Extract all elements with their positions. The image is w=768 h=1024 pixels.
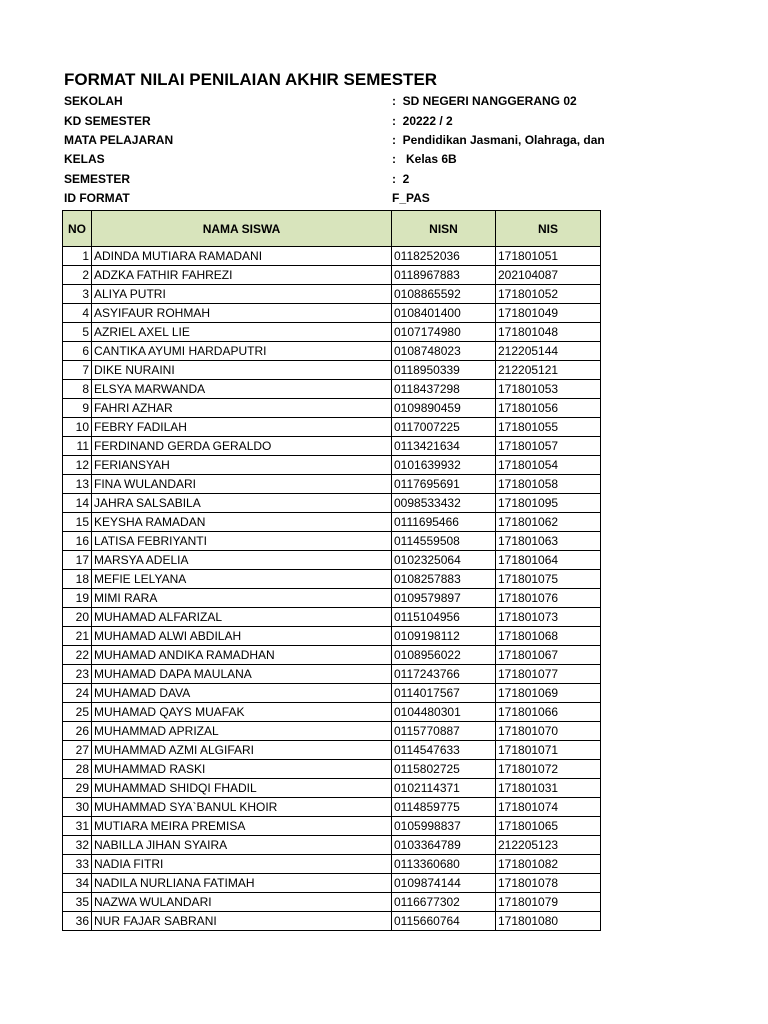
table-row xyxy=(63,627,601,646)
student-nisn: 0109890459 xyxy=(392,399,496,418)
student-nis: 171801048 xyxy=(496,323,601,342)
row-number: 29 xyxy=(63,779,92,798)
meta-value: : 20222 / 2 xyxy=(392,114,453,128)
meta-label: KD SEMESTER xyxy=(64,114,151,128)
student-nis: 212205121 xyxy=(496,361,601,380)
row-number: 28 xyxy=(63,760,92,779)
student-nis: 171801078 xyxy=(496,874,601,893)
student-table xyxy=(62,210,601,931)
student-nisn: 0098533432 xyxy=(392,494,496,513)
student-nis: 212205144 xyxy=(496,342,601,361)
student-nisn: 0116677302 xyxy=(392,893,496,912)
student-nis: 171801054 xyxy=(496,456,601,475)
student-nisn: 0118437298 xyxy=(392,380,496,399)
student-name: NAZWA WULANDARI xyxy=(92,893,392,912)
student-nisn: 0111695466 xyxy=(392,513,496,532)
row-number: 35 xyxy=(63,893,92,912)
student-nis: 171801063 xyxy=(496,532,601,551)
meta-value: : Kelas 6B xyxy=(392,152,457,166)
student-nis: 171801055 xyxy=(496,418,601,437)
student-nisn: 0114547633 xyxy=(392,741,496,760)
student-name: ALIYA PUTRI xyxy=(92,285,392,304)
meta-row-format-id xyxy=(0,189,768,208)
student-name: NABILLA JIHAN SYAIRA xyxy=(92,836,392,855)
student-name: MUTIARA MEIRA PREMISA xyxy=(92,817,392,836)
table-row xyxy=(63,342,601,361)
table-row xyxy=(63,475,601,494)
student-nisn: 0113360680 xyxy=(392,855,496,874)
student-nisn: 0108865592 xyxy=(392,285,496,304)
student-nisn: 0118967883 xyxy=(392,266,496,285)
student-nis: 171801080 xyxy=(496,912,601,931)
student-name: MUHAMAD ALFARIZAL xyxy=(92,608,392,627)
student-nisn: 0117243766 xyxy=(392,665,496,684)
student-name: ASYIFAUR ROHMAH xyxy=(92,304,392,323)
student-name: NUR FAJAR SABRANI xyxy=(92,912,392,931)
student-name: MIMI RARA xyxy=(92,589,392,608)
table-row xyxy=(63,893,601,912)
student-name: MUHAMAD QAYS MUAFAK xyxy=(92,703,392,722)
table-row xyxy=(63,684,601,703)
student-nisn: 0115104956 xyxy=(392,608,496,627)
student-nis: 171801068 xyxy=(496,627,601,646)
student-nis: 171801082 xyxy=(496,855,601,874)
student-nisn: 0105998837 xyxy=(392,817,496,836)
student-name: FERDINAND GERDA GERALDO xyxy=(92,437,392,456)
student-nisn: 0114559508 xyxy=(392,532,496,551)
table-row xyxy=(63,779,601,798)
student-nisn: 0108401400 xyxy=(392,304,496,323)
student-nisn: 0108956022 xyxy=(392,646,496,665)
student-nis: 171801056 xyxy=(496,399,601,418)
student-nis: 171801074 xyxy=(496,798,601,817)
table-row xyxy=(63,912,601,931)
student-name: FERIANSYAH xyxy=(92,456,392,475)
student-nisn: 0113421634 xyxy=(392,437,496,456)
student-nis: 171801051 xyxy=(496,247,601,266)
table-body xyxy=(63,247,601,931)
table-row xyxy=(63,285,601,304)
meta-row-kd-semester xyxy=(0,112,768,131)
row-number: 30 xyxy=(63,798,92,817)
row-number: 21 xyxy=(63,627,92,646)
student-nisn: 0109874144 xyxy=(392,874,496,893)
student-name: FEBRY FADILAH xyxy=(92,418,392,437)
student-name: MARSYA ADELIA xyxy=(92,551,392,570)
row-number: 24 xyxy=(63,684,92,703)
meta-value: : SD NEGERI NANGGERANG 02 xyxy=(392,94,577,108)
student-nis: 171801049 xyxy=(496,304,601,323)
table-row xyxy=(63,798,601,817)
student-nisn: 0109198112 xyxy=(392,627,496,646)
meta-value: : 2 xyxy=(392,172,410,186)
row-number: 4 xyxy=(63,304,92,323)
student-nis: 171801069 xyxy=(496,684,601,703)
student-nis: 171801075 xyxy=(496,570,601,589)
row-number: 15 xyxy=(63,513,92,532)
column-header-nis: NIS xyxy=(496,211,601,247)
meta-value: : Pendidikan Jasmani, Olahraga, dan xyxy=(392,133,605,147)
student-nisn: 0118252036 xyxy=(392,247,496,266)
meta-label: ID FORMAT xyxy=(64,191,130,205)
row-number: 18 xyxy=(63,570,92,589)
row-number: 6 xyxy=(63,342,92,361)
row-number: 11 xyxy=(63,437,92,456)
student-nisn: 0102325064 xyxy=(392,551,496,570)
row-number: 25 xyxy=(63,703,92,722)
student-nisn: 0115770887 xyxy=(392,722,496,741)
student-nisn: 0108257883 xyxy=(392,570,496,589)
row-number: 17 xyxy=(63,551,92,570)
row-number: 19 xyxy=(63,589,92,608)
student-nis: 171801072 xyxy=(496,760,601,779)
table-row xyxy=(63,361,601,380)
student-name: ELSYA MARWANDA xyxy=(92,380,392,399)
row-number: 16 xyxy=(63,532,92,551)
table-row xyxy=(63,380,601,399)
table-row xyxy=(63,456,601,475)
row-number: 10 xyxy=(63,418,92,437)
student-nisn: 0114017567 xyxy=(392,684,496,703)
student-nisn: 0107174980 xyxy=(392,323,496,342)
student-nisn: 0103364789 xyxy=(392,836,496,855)
student-nis: 171801057 xyxy=(496,437,601,456)
student-name: CANTIKA AYUMI HARDAPUTRI xyxy=(92,342,392,361)
student-nisn: 0117695691 xyxy=(392,475,496,494)
student-nis: 171801070 xyxy=(496,722,601,741)
student-name: MUHAMMAD SHIDQI FHADIL xyxy=(92,779,392,798)
row-number: 5 xyxy=(63,323,92,342)
table-row xyxy=(63,760,601,779)
table-row xyxy=(63,874,601,893)
table-row xyxy=(63,665,601,684)
meta-row-school xyxy=(0,92,768,111)
table-row xyxy=(63,589,601,608)
row-number: 7 xyxy=(63,361,92,380)
student-name: MUHAMMAD RASKI xyxy=(92,760,392,779)
student-name: ADZKA FATHIR FAHREZI xyxy=(92,266,392,285)
student-nis: 171801067 xyxy=(496,646,601,665)
student-nis: 171801073 xyxy=(496,608,601,627)
student-name: NADIA FITRI xyxy=(92,855,392,874)
student-nis: 171801066 xyxy=(496,703,601,722)
row-number: 34 xyxy=(63,874,92,893)
student-name: JAHRA SALSABILA xyxy=(92,494,392,513)
row-number: 8 xyxy=(63,380,92,399)
student-name: FAHRI AZHAR xyxy=(92,399,392,418)
table-row xyxy=(63,836,601,855)
table-row xyxy=(63,247,601,266)
row-number: 33 xyxy=(63,855,92,874)
table-row xyxy=(63,266,601,285)
student-nisn: 0109579897 xyxy=(392,589,496,608)
meta-label: SEMESTER xyxy=(64,172,131,186)
student-name: AZRIEL AXEL LIE xyxy=(92,323,392,342)
student-nis: 171801076 xyxy=(496,589,601,608)
student-nis: 171801053 xyxy=(496,380,601,399)
table-row xyxy=(63,608,601,627)
student-nis: 171801095 xyxy=(496,494,601,513)
row-number: 20 xyxy=(63,608,92,627)
student-name: LATISA FEBRIYANTI xyxy=(92,532,392,551)
meta-value: F_PAS xyxy=(392,191,430,205)
table-row xyxy=(63,570,601,589)
student-nis: 171801077 xyxy=(496,665,601,684)
student-nis: 171801071 xyxy=(496,741,601,760)
student-name: DIKE NURAINI xyxy=(92,361,392,380)
student-nisn: 0101639932 xyxy=(392,456,496,475)
table-row xyxy=(63,741,601,760)
meta-label: SEKOLAH xyxy=(64,94,123,108)
student-name: MUHAMAD ALWI ABDILAH xyxy=(92,627,392,646)
column-header-nisn: NISN xyxy=(392,211,496,247)
student-nis: 171801065 xyxy=(496,817,601,836)
row-number: 27 xyxy=(63,741,92,760)
table-row xyxy=(63,817,601,836)
student-name: FINA WULANDARI xyxy=(92,475,392,494)
meta-row-class xyxy=(0,150,768,169)
table-row xyxy=(63,855,601,874)
meta-row-subject xyxy=(0,131,768,150)
table-row xyxy=(63,513,601,532)
row-number: 1 xyxy=(63,247,92,266)
table-row xyxy=(63,703,601,722)
student-nisn: 0115802725 xyxy=(392,760,496,779)
row-number: 32 xyxy=(63,836,92,855)
student-name: MEFIE LELYANA xyxy=(92,570,392,589)
student-nisn: 0114859775 xyxy=(392,798,496,817)
table-row xyxy=(63,551,601,570)
row-number: 36 xyxy=(63,912,92,931)
student-name: MUHAMMAD AZMI ALGIFARI xyxy=(92,741,392,760)
table-row xyxy=(63,646,601,665)
student-nisn: 0117007225 xyxy=(392,418,496,437)
row-number: 31 xyxy=(63,817,92,836)
row-number: 13 xyxy=(63,475,92,494)
table-row xyxy=(63,532,601,551)
student-name: ADINDA MUTIARA RAMADANI xyxy=(92,247,392,266)
row-number: 2 xyxy=(63,266,92,285)
table-row xyxy=(63,494,601,513)
row-number: 9 xyxy=(63,399,92,418)
student-nisn: 0118950339 xyxy=(392,361,496,380)
student-name: MUHAMMAD APRIZAL xyxy=(92,722,392,741)
student-name: MUHAMAD DAPA MAULANA xyxy=(92,665,392,684)
column-header-no: NO xyxy=(63,211,92,247)
row-number: 22 xyxy=(63,646,92,665)
table-row xyxy=(63,304,601,323)
meta-label: MATA PELAJARAN xyxy=(64,133,174,147)
student-name: MUHAMMAD SYA`BANUL KHOIR xyxy=(92,798,392,817)
student-nis: 202104087 xyxy=(496,266,601,285)
table-row xyxy=(63,399,601,418)
student-nis: 171801079 xyxy=(496,893,601,912)
student-name: MUHAMAD DAVA xyxy=(92,684,392,703)
student-nis: 171801064 xyxy=(496,551,601,570)
student-nis: 171801062 xyxy=(496,513,601,532)
table-row xyxy=(63,418,601,437)
table-row xyxy=(63,323,601,342)
student-nisn: 0104480301 xyxy=(392,703,496,722)
meta-label: KELAS xyxy=(64,152,105,166)
table-row xyxy=(63,437,601,456)
student-nis: 171801052 xyxy=(496,285,601,304)
meta-row-semester xyxy=(0,170,768,189)
page-title: FORMAT NILAI PENILAIAN AKHIR SEMESTER xyxy=(64,70,438,89)
student-name: MUHAMAD ANDIKA RAMADHAN xyxy=(92,646,392,665)
row-number: 3 xyxy=(63,285,92,304)
student-name: KEYSHA RAMADAN xyxy=(92,513,392,532)
student-nisn: 0115660764 xyxy=(392,912,496,931)
column-header-name: NAMA SISWA xyxy=(92,211,392,247)
student-nisn: 0108748023 xyxy=(392,342,496,361)
student-nis: 171801058 xyxy=(496,475,601,494)
row-number: 14 xyxy=(63,494,92,513)
student-nis: 212205123 xyxy=(496,836,601,855)
student-nis: 171801031 xyxy=(496,779,601,798)
student-name: NADILA NURLIANA FATIMAH xyxy=(92,874,392,893)
table-row xyxy=(63,722,601,741)
table-header-row xyxy=(63,211,601,247)
row-number: 23 xyxy=(63,665,92,684)
row-number: 26 xyxy=(63,722,92,741)
student-nisn: 0102114371 xyxy=(392,779,496,798)
row-number: 12 xyxy=(63,456,92,475)
